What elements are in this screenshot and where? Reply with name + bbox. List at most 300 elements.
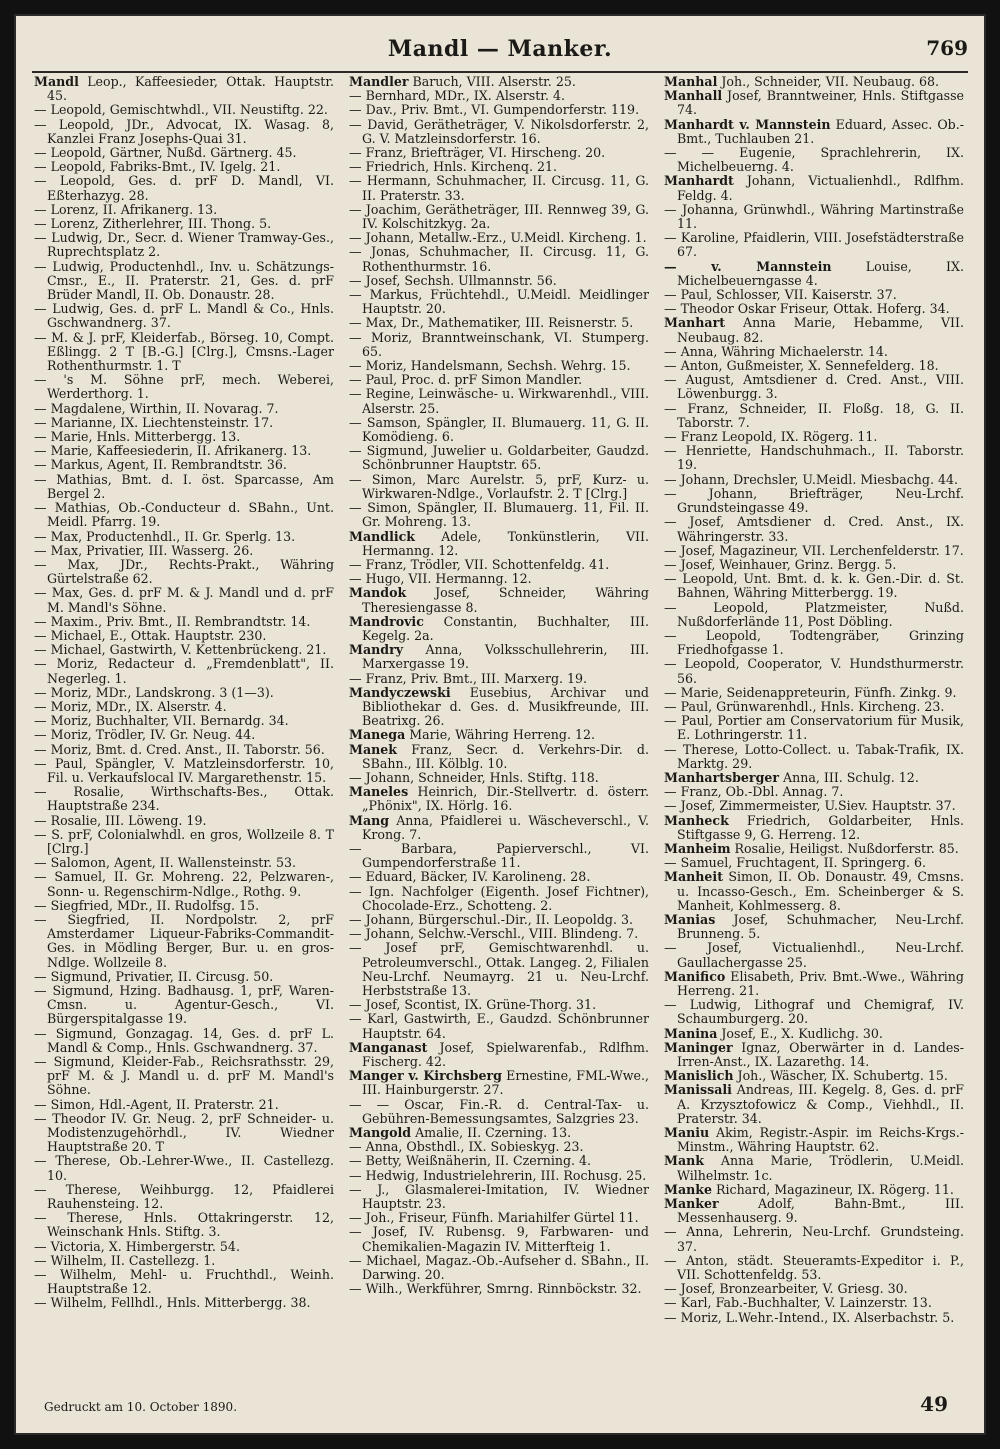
entry-text: — Leopold, Unt. Bmt. d. k. k. Gen.-Dir. d. St. Bahnen, Währing Mitterbergg. 19. xyxy=(664,571,964,601)
directory-entry xyxy=(349,160,649,174)
entry-text: Rosalie, Heiligst. Nußdorferstr. 85. xyxy=(730,840,959,856)
directory-entry xyxy=(664,799,964,813)
sheet-number: 49 xyxy=(920,1392,948,1416)
entry-text: — Leopold, Todtengräber, Grinzing Friedhofgasse 1. xyxy=(664,627,964,658)
entry-text: — Johann, Selchw.-Verschl., VIII. Blindeng. 7. xyxy=(349,926,639,942)
entry-text: — Marianne, IX. Liechtensteinstr. 17. xyxy=(34,414,274,430)
directory-entry xyxy=(349,174,649,202)
directory-entry xyxy=(34,700,334,714)
entry-surname: Mandler xyxy=(349,75,409,89)
entry-text: — Wilhelm, II. Castellezg. 1. xyxy=(34,1252,216,1268)
entry-text: — Josef, Zimmermeister, U.Siev. Hauptstr. 37. xyxy=(664,798,956,814)
entry-text: — Sigmund, Gonzagag. 14, Ges. d. prF L. Mandl & Comp., Hnls. Gschwandnerg. 37. xyxy=(34,1025,334,1055)
entry-text: Leop., Kaffeesieder, Ottak. Hauptstr. 45. xyxy=(47,75,334,104)
entry-text: — Johanna, Grünwhdl., Währing Martinstraße 11. xyxy=(664,201,964,232)
directory-entry xyxy=(34,870,334,898)
directory-entry xyxy=(34,728,334,742)
entry-text: — Mathias, Ob.-Conducteur d. SBahn., Unt. Meidl. Pfarrg. 19. xyxy=(34,500,334,530)
entry-text: — Moriz, Trödler, IV. Gr. Neug. 44. xyxy=(34,727,256,743)
entry-text: — Joachim, Gerätheträger, III. Rennweg 39, G. IV. Kolschitzkyg. 2a. xyxy=(349,201,649,232)
entry-surname: Manhardt v. Mannstein xyxy=(664,116,831,132)
directory-entry xyxy=(664,544,964,558)
entry-text: — Leopold, JDr., Advocat, IX. Wasag. 8, Kanzlei Franz Josephs-Quai 31. xyxy=(34,116,334,146)
directory-entry xyxy=(349,1183,649,1211)
entry-text: — Josef, Magazineur, VII. Lerchenfelderstr. 17. xyxy=(664,542,964,558)
entry-text: — Wilhelm, Mehl- u. Fruchthdl., Weinh. Hauptstraße 12. xyxy=(34,1267,334,1297)
directory-entry xyxy=(34,373,334,401)
directory-entry xyxy=(664,402,964,430)
directory-entry xyxy=(349,387,649,415)
entry-text: — Moriz, Branntweinschank, VI. Stumperg. 65. xyxy=(349,329,649,359)
directory-entry xyxy=(349,771,649,785)
directory-entry xyxy=(349,89,649,103)
entry-text: — Franz, Priv. Bmt., III. Marxerg. 19. xyxy=(349,670,588,686)
entry-surname: Mandlick xyxy=(349,528,416,544)
directory-entry xyxy=(349,118,649,146)
directory-entry xyxy=(664,430,964,444)
entry-text: — Josef, Bronzearbeiter, V. Griesg. 30. xyxy=(664,1281,908,1297)
entry-text: — Victoria, X. Himbergerstr. 54. xyxy=(34,1238,240,1254)
directory-entry xyxy=(664,771,964,785)
entry-text: — Simon, Hdl.-Agent, II. Praterstr. 21. xyxy=(34,1096,279,1112)
entry-text: — — Eugenie, Sprachlehrerin, IX. Michelbeuerng. 4. xyxy=(664,145,964,175)
entry-text: — Josef, Weinhauer, Grinz. Bergg. 5. xyxy=(664,556,897,572)
entry-surname: Manhardt xyxy=(664,173,734,189)
directory-entry xyxy=(349,586,649,614)
directory-entry xyxy=(349,686,649,729)
directory-entry xyxy=(664,1311,964,1325)
directory-entry xyxy=(349,558,649,572)
entry-text: — Michael, E., Ottak. Hauptstr. 230. xyxy=(34,627,267,643)
entry-text: Amalie, II. Czerning. 13. xyxy=(411,1125,572,1141)
directory-entry xyxy=(664,686,964,700)
directory-entry xyxy=(349,501,649,529)
entry-surname: Manhart xyxy=(664,315,726,331)
entry-text: — Moriz, Bmt. d. Cred. Anst., II. Taborstr. 56. xyxy=(34,741,325,757)
entry-text: — Rosalie, Wirthschafts-Bes., Ottak. Hauptstraße 234. xyxy=(34,784,334,814)
entry-surname: Maninger xyxy=(664,1039,733,1055)
directory-entry xyxy=(664,856,964,870)
directory-entry xyxy=(349,615,649,643)
entry-text: — Michael, Magaz.-Ob.-Aufseher d. SBahn., II. Darwing. 20. xyxy=(349,1252,649,1283)
entry-surname: Manger v. Kirchsberg xyxy=(349,1068,502,1084)
directory-entry xyxy=(664,174,964,202)
entry-text: Eduard, Assec. Ob.-Bmt., Tuchlauben 21. xyxy=(677,116,964,146)
entry-text: — Therese, Lotto-Collect. u. Tabak-Trafik, IX. Marktg. 29. xyxy=(664,741,964,771)
directory-entry xyxy=(664,231,964,259)
entry-surname: Manke xyxy=(664,1181,712,1197)
entry-text: — Moriz, Buchhalter, VII. Bernardg. 34. xyxy=(34,713,289,729)
directory-entry xyxy=(664,473,964,487)
entry-text: — Marie, Hnls. Mitterbergg. 13. xyxy=(34,429,241,445)
entry-text: Heinrich, Dir.-Stellvertr. d. österr. „Phönix", IX. Hörlg. 16. xyxy=(362,784,649,814)
entry-text: — Hermann, Schuhmacher, II. Circusg. 11, G. II. Praterstr. 33. xyxy=(349,173,649,203)
directory-entry xyxy=(664,743,964,771)
directory-entry xyxy=(34,473,334,501)
directory-entry xyxy=(349,274,649,288)
entry-surname: Manifico xyxy=(664,968,726,984)
entry-text: — Karl, Gastwirth, E., Gaudzd. Schönbrunner Hauptstr. 64. xyxy=(349,1011,649,1041)
entry-text: Marie, Währing Herreng. 12. xyxy=(405,727,595,743)
entry-text: — Marie, Kaffeesiederin, II. Afrikanerg. 13. xyxy=(34,443,312,459)
entry-text: — Paul, Proc. d. prF Simon Mandler. xyxy=(349,372,583,388)
directory-entry xyxy=(34,1211,334,1239)
entry-text: — Sigmund, Hzing. Badhausg. 1, prF, Waren-Cmsn. u. Agentur-Gesch., VI. Bürgerspitalgasse 19. xyxy=(34,983,334,1027)
entry-text: — Theodor Oskar Friseur, Ottak. Hoferg. 34. xyxy=(664,301,950,317)
entry-text: — Wilh., Werkführer, Smrng. Rinnböckstr. 32. xyxy=(349,1281,642,1297)
entry-text: Josef, Schneider, Währing Theresiengasse 8. xyxy=(362,585,649,615)
directory-entry xyxy=(349,1169,649,1183)
header-rule xyxy=(32,71,968,73)
directory-entry xyxy=(34,231,334,259)
directory-entry xyxy=(664,487,964,515)
directory-entry xyxy=(664,444,964,472)
entry-text: — Anton, städt. Steueramts-Expeditor i. P., VII. Schottenfeldg. 53. xyxy=(664,1252,964,1283)
directory-entry xyxy=(349,316,649,330)
entry-text: — Samuel, Fruchtagent, II. Springerg. 6. xyxy=(664,855,926,871)
entry-text: — Betty, Weißnäherin, II. Czerning. 4. xyxy=(349,1153,592,1169)
entry-text: — Maxim., Priv. Bmt., II. Rembrandtstr. 14. xyxy=(34,613,311,629)
entry-text: — Rosalie, III. Löweng. 19. xyxy=(34,812,207,828)
print-date: Gedruckt am 10. October 1890. xyxy=(44,1400,238,1414)
page-number: 769 xyxy=(926,36,968,60)
directory-entry xyxy=(34,856,334,870)
entry-text: — Moriz, MDr., IX. Alserstr. 4. xyxy=(34,698,227,714)
entry-text: — Anna, Währing Michaelerstr. 14. xyxy=(664,343,888,359)
directory-entry xyxy=(349,1098,649,1126)
entry-text: — Josef, Scontist, IX. Grüne-Thorg. 31. xyxy=(349,997,597,1013)
entry-text: — Johann, Briefträger, Neu-Lrchf. Grundsteingasse 49. xyxy=(664,485,964,516)
directory-entry xyxy=(34,75,334,103)
directory-entry xyxy=(349,785,649,813)
directory-entry xyxy=(664,1126,964,1154)
directory-entry xyxy=(349,1012,649,1040)
directory-entry xyxy=(349,998,649,1012)
directory-entry xyxy=(34,913,334,970)
entry-text: — Paul, Spängler, V. Matzleinsdorferstr. 10, Fil. u. Verkaufslocal IV. Margarethenstr. 15. xyxy=(34,755,334,785)
entry-text: — Samuel, II. Gr. Mohreng. 22, Pelzwaren-, Sonn- u. Regenschirm-Ndlge., Rothg. 9. xyxy=(34,869,334,899)
entry-text: Constantin, Buchhalter, III. Kegelg. 2a. xyxy=(362,613,649,643)
directory-entry xyxy=(664,515,964,543)
entry-text: — Moriz, L.Wehr.-Intend., IX. Alserbachstr. 5. xyxy=(664,1309,955,1325)
entry-surname: Manislich xyxy=(664,1068,734,1084)
entry-text: — Wilhelm, Fellhdl., Hnls. Mitterbergg. 38. xyxy=(34,1295,311,1311)
entry-text: — Barbara, Papierverschl., VI. Gumpendorferstraße 11. xyxy=(349,840,649,871)
directory-entry xyxy=(349,1140,649,1154)
directory-entry xyxy=(664,118,964,146)
directory-entry xyxy=(34,1296,334,1310)
entry-text: — Max, JDr., Rechts-Prakt., Währing Gürtelstraße 62. xyxy=(34,556,334,587)
entry-text: — Leopold, Fabriks-Bmt., IV. Igelg. 21. xyxy=(34,159,281,175)
directory-entry xyxy=(349,203,649,231)
directory-entry xyxy=(664,998,964,1026)
entry-text: — Anna, Obsthdl., IX. Sobieskyg. 23. xyxy=(349,1139,584,1155)
directory-entry xyxy=(34,615,334,629)
directory-entry xyxy=(664,814,964,842)
directory-entry xyxy=(349,103,649,117)
directory-entry xyxy=(349,643,649,671)
entry-text: — Joh., Friseur, Fünfh. Mariahilfer Gürtel 11. xyxy=(349,1210,639,1226)
directory-entry xyxy=(664,1225,964,1253)
directory-entry xyxy=(34,899,334,913)
directory-entry xyxy=(349,1069,649,1097)
directory-entry xyxy=(34,160,334,174)
directory-entry xyxy=(34,1098,334,1112)
directory-entry xyxy=(349,885,649,913)
entry-text: — Josef prF, Gemischtwarenhdl. u. Petroleumverschl., Ottak. Langeg. 2, Filialen Neu-Lrchf. Neumayrg. 21 u. Neu-Lrchf. Herbststraße 13. xyxy=(349,940,649,998)
directory-entry xyxy=(349,672,649,686)
directory-entry xyxy=(349,1154,649,1168)
entry-surname: Manheck xyxy=(664,812,729,828)
directory-entry xyxy=(34,331,334,374)
directory-entry xyxy=(349,359,649,373)
entry-text: — Max, Ges. d. prF M. & J. Mandl und d. prF M. Mandl's Söhne. xyxy=(34,585,334,615)
entry-text: — Karl, Fab.-Buchhalter, V. Lainzerstr. 13. xyxy=(664,1295,932,1311)
column-right xyxy=(664,75,964,1383)
directory-entry xyxy=(34,558,334,586)
directory-entry xyxy=(34,828,334,856)
directory-entry xyxy=(664,75,964,89)
directory-entry xyxy=(34,146,334,160)
directory-entry xyxy=(664,89,964,117)
entry-surname: Maniu xyxy=(664,1125,710,1141)
directory-entry xyxy=(664,870,964,913)
directory-entry xyxy=(664,359,964,373)
entry-text: Anna, Volksschullehrerin, III. Marxergasse 19. xyxy=(362,642,649,672)
entry-text: — Michael, Gastwirth, V. Kettenbrückeng. 21. xyxy=(34,642,327,658)
entry-text: — Johann, Schneider, Hnls. Stiftg. 118. xyxy=(349,769,599,785)
entry-text: Ernestine, FML-Wwe., III. Hainburgerstr. 27. xyxy=(362,1068,649,1098)
entry-text: — Josef, Victualienhdl., Neu-Lrchf. Gaullachergasse 25. xyxy=(664,940,964,970)
entry-surname: Manheim xyxy=(664,840,731,856)
entry-text: — Therese, Hnls. Ottakringerstr. 12, Weinschank Hnls. Stiftg. 3. xyxy=(34,1210,334,1240)
entry-text: — Lorenz, Zitherlehrer, III. Thong. 5. xyxy=(34,216,272,232)
entry-text: Akim, Registr.-Aspir. im Reichs-Krgs.-Minstm., Währing Hauptstr. 62. xyxy=(677,1125,964,1155)
entry-text: — Markus, Früchtehdl., U.Meidl. Meidlinger Hauptstr. 20. xyxy=(349,287,649,317)
directory-entry xyxy=(664,1069,964,1083)
directory-entry xyxy=(349,530,649,558)
directory-page xyxy=(14,14,986,1435)
directory-entry xyxy=(34,970,334,984)
directory-entry xyxy=(664,1083,964,1126)
directory-entry xyxy=(34,629,334,643)
directory-entry xyxy=(349,444,649,472)
directory-entry xyxy=(349,1211,649,1225)
entry-text: — Anna, Lehrerin, Neu-Lrchf. Grundsteing. 37. xyxy=(664,1224,964,1254)
page-header xyxy=(32,36,968,66)
entry-text: — Hugo, VII. Hermanng. 12. xyxy=(349,571,532,587)
entry-text: — Leopold, Gemischtwhdl., VII. Neustiftg. 22. xyxy=(34,102,328,118)
entry-text: — Paul, Portier am Conservatorium für Musik, E. Lothringerstr. 11. xyxy=(664,713,964,743)
entry-text: — Josef, Sechsh. Ullmannstr. 56. xyxy=(349,272,557,288)
directory-entry xyxy=(349,927,649,941)
directory-entry xyxy=(664,288,964,302)
entry-text: Eusebius, Archivar und Bibliothekar d. Ges. d. Musikfreunde, III. Beatrixg. 26. xyxy=(362,684,649,729)
directory-entry xyxy=(664,785,964,799)
entry-text: — Josef, IV. Rubensg. 9, Farbwaren- und Chemikalien-Magazin IV. Mitterfteig 1. xyxy=(349,1224,649,1254)
directory-entry xyxy=(664,558,964,572)
directory-entry xyxy=(664,629,964,657)
entry-text: — Anton, Gußmeister, X. Sennefelderg. 18. xyxy=(664,358,939,374)
entry-text: — Samson, Spängler, II. Blumauerg. 11, G. II. Komödieng. 6. xyxy=(349,414,649,445)
entry-text: Anna, Pfaidlerei u. Wäscheverschl., V. Krong. 7. xyxy=(362,812,649,842)
directory-entry xyxy=(664,373,964,401)
directory-entry xyxy=(349,331,649,359)
directory-entry xyxy=(664,941,964,969)
directory-entry xyxy=(34,174,334,202)
entry-text: Louise, IX. Michelbeuerngasse 4. xyxy=(677,258,964,288)
directory-entry xyxy=(349,1282,649,1296)
entry-text: — Franz, Briefträger, VI. Hirscheng. 20. xyxy=(349,145,606,161)
entry-text: — Leopold, Platzmeister, Nußd. Nußdorferlände 11, Post Döbling. xyxy=(664,599,964,629)
directory-entry xyxy=(664,657,964,685)
directory-entry xyxy=(34,444,334,458)
entry-surname: Mank xyxy=(664,1153,704,1169)
directory-entry xyxy=(349,870,649,884)
entry-text: — Franz, Trödler, VII. Schottenfeldg. 41. xyxy=(349,556,610,572)
directory-entry xyxy=(34,757,334,785)
entry-surname: Manias xyxy=(664,911,716,927)
entry-surname: Manega xyxy=(349,727,406,743)
entry-text: Joh., Schneider, VII. Neubaug. 68. xyxy=(717,75,940,89)
entry-text: — Siegfried, II. Nordpolstr. 2, prF Amsterdamer Liqueur-Fabriks-Commandit-Ges. in Mödling Berger, Bur. u. en gros-Ndlge. Wollzeile 8. xyxy=(34,911,334,970)
entry-surname: Manek xyxy=(349,741,397,757)
entry-text: — Eduard, Bäcker, IV. Karolineng. 28. xyxy=(349,869,591,885)
page-footer xyxy=(44,1392,956,1422)
directory-entry xyxy=(34,217,334,231)
entry-text: — Siegfried, MDr., II. Rudolfsg. 15. xyxy=(34,897,260,913)
directory-entry xyxy=(34,1268,334,1296)
directory-entry xyxy=(664,345,964,359)
directory-entry xyxy=(349,146,649,160)
entry-text: — Johann, Drechsler, U.Meidl. Miesbachg. 44. xyxy=(664,471,958,487)
entry-surname: Mandrovic xyxy=(349,613,424,629)
entry-text: Franz, Secr. d. Verkehrs-Dir. d. SBahn., III. Kölblg. 10. xyxy=(362,741,649,771)
directory-entry xyxy=(664,1041,964,1069)
entry-text: — Therese, Ob.-Lehrer-Wwe., II. Castellezg. 10. xyxy=(34,1153,334,1183)
entry-text: Anna Marie, Trödlerin, U.Meidl. Wilhelmstr. 1c. xyxy=(677,1153,964,1183)
entry-text: — Josef, Amtsdiener d. Cred. Anst., IX. Währingerstr. 33. xyxy=(664,514,964,544)
directory-entry xyxy=(664,1183,964,1197)
entry-text: Josef, Schuhmacher, Neu-Lrchf. Brunneng. 5. xyxy=(677,911,964,942)
entry-text: — Lorenz, II. Afrikanerg. 13. xyxy=(34,201,218,217)
entry-text: — Karoline, Pfaidlerin, VIII. Josefstädterstraße 67. xyxy=(664,230,964,260)
entry-surname: Manhal xyxy=(664,75,718,89)
directory-entry xyxy=(349,1041,649,1069)
entry-text: — Jonas, Schuhmacher, II. Circusg. 11, G. Rothenthurmstr. 16. xyxy=(349,244,649,274)
entry-surname: Mandry xyxy=(349,642,404,658)
entry-surname: Manhall xyxy=(664,88,723,104)
directory-entry xyxy=(664,1154,964,1182)
entry-text: — Henriette, Handschuhmach., II. Taborstr. 19. xyxy=(664,443,964,473)
entry-text: — Magdalene, Wirthin, II. Novarag. 7. xyxy=(34,400,279,416)
directory-entry xyxy=(349,728,649,742)
directory-entry xyxy=(664,1027,964,1041)
directory-entry xyxy=(349,473,649,501)
entry-text: Friedrich, Goldarbeiter, Hnls. Stiftgasse 9, G. Herreng. 12. xyxy=(677,812,964,842)
entry-text: — Friedrich, Hnls. Kirchenq. 21. xyxy=(349,159,557,175)
entry-text: Josef, Branntweiner, Hnls. Stiftgasse 74. xyxy=(677,88,964,118)
directory-entry xyxy=(34,984,334,1027)
entry-surname: — v. Mannstein xyxy=(664,258,832,274)
entry-text: Josef, Spielwarenfab., Rdlfhm. Fischerg. 42. xyxy=(362,1039,649,1070)
entry-text: — S. prF, Colonialwhdl. en gros, Wollzeile 8. T [Clrg.] xyxy=(34,826,334,856)
entry-surname: Manhartsberger xyxy=(664,769,780,785)
directory-entry xyxy=(34,1027,334,1055)
entry-surname: Mandok xyxy=(349,585,407,601)
entry-text: Johann, Victualienhdl., Rdlfhm. Feldg. 4. xyxy=(677,173,964,203)
directory-entry xyxy=(34,1183,334,1211)
directory-entry xyxy=(349,416,649,444)
entry-text: Simon, II. Ob. Donaustr. 49, Cmsns. u. Incasso-Gesch., Em. Scheinberger & S. Manheit, Kohlmesserg. 8. xyxy=(677,869,964,913)
directory-entry xyxy=(349,913,649,927)
entry-text: — Max, Productenhdl., II. Gr. Sperlg. 13. xyxy=(34,528,296,544)
entry-text: — Mathias, Bmt. d. I. öst. Sparcasse, Am Bergel 2. xyxy=(34,471,334,501)
directory-entry xyxy=(34,501,334,529)
directory-entry xyxy=(664,700,964,714)
entry-text: — Paul, Schlosser, VII. Kaiserstr. 37. xyxy=(664,287,897,303)
entry-text: — Ign. Nachfolger (Eigenth. Josef Fichtner), Chocolade-Erz., Schotteng. 2. xyxy=(349,883,649,913)
directory-entry xyxy=(34,203,334,217)
entry-text: — Ludwig, Ges. d. prF L. Mandl & Co., Hnls. Gschwandnerg. 37. xyxy=(34,301,334,331)
directory-entry xyxy=(34,1154,334,1182)
directory-entry xyxy=(34,402,334,416)
entry-text: — David, Gerätheträger, V. Nikolsdorferstr. 2, G. V. Matzleinsdorferstr. 16. xyxy=(349,116,649,146)
entry-text: — Sigmund, Juwelier u. Goldarbeiter, Gaudzd. Schönbrunner Hauptstr. 65. xyxy=(349,443,649,473)
entry-text: Adele, Tonkünstlerin, VII. Hermanng. 12. xyxy=(362,528,649,558)
entry-surname: Manker xyxy=(664,1196,719,1212)
column-left xyxy=(34,75,334,1383)
directory-entry xyxy=(349,941,649,998)
directory-entry xyxy=(664,1254,964,1282)
entry-text: — Regine, Leinwäsche- u. Wirkwarenhdl., VIII. Alserstr. 25. xyxy=(349,386,649,416)
entry-text: — Johann, Metallw.-Erz., U.Meidl. Kircheng. 1. xyxy=(349,230,647,246)
directory-entry xyxy=(34,686,334,700)
entry-text: — Therese, Weihburgg. 12, Pfaidlerei Rauhensteing. 12. xyxy=(34,1181,334,1212)
directory-entry xyxy=(349,231,649,245)
entry-text: — Sigmund, Kleider-Fab., Reichsrathsstr. 29, prF M. & J. Mandl u. d. prF M. Mandl's Söhne. xyxy=(34,1054,334,1098)
entry-text: — Theodor IV. Gr. Neug. 2, prF Schneider- u. Modistenzugehörhdl., IV. Wiedner Hauptstraße 20. T xyxy=(34,1110,334,1155)
entry-text: — Ludwig, Lithograf und Chemigraf, IV. Schaumburgerg. 20. xyxy=(664,997,964,1027)
entry-text: Josef, E., X. Kudlichg. 30. xyxy=(717,1025,883,1041)
directory-entry xyxy=(34,430,334,444)
entry-surname: Manheit xyxy=(664,869,724,885)
directory-entry xyxy=(34,586,334,614)
directory-entry xyxy=(349,842,649,870)
entry-text: — Dav., Priv. Bmt., VI. Gumpendorferstr. 119. xyxy=(349,102,640,118)
entry-text: — 's M. Söhne prF, mech. Weberei, Werderthorg. 1. xyxy=(34,372,334,402)
directory-entry xyxy=(34,785,334,813)
directory-entry xyxy=(664,316,964,344)
entry-text: — Leopold, Gärtner, Nußd. Gärtnerg. 45. xyxy=(34,145,297,161)
directory-entry xyxy=(664,1197,964,1225)
entry-text: — Moriz, Redacteur d. „Fremdenblatt", II. Negerleg. 1. xyxy=(34,656,334,686)
entry-text: — Johann, Bürgerschul.-Dir., II. Leopoldg. 3. xyxy=(349,911,633,927)
entry-text: Anna, III. Schulg. 12. xyxy=(779,769,919,785)
entry-surname: Mang xyxy=(349,812,390,828)
entry-text: — Max, Dr., Mathematiker, III. Reisnerstr. 5. xyxy=(349,315,634,331)
entry-columns xyxy=(34,75,964,1383)
directory-entry xyxy=(664,842,964,856)
entry-surname: Mandl xyxy=(34,75,79,89)
entry-text: — Franz Leopold, IX. Rögerg. 11. xyxy=(664,429,878,445)
entry-text: — Marie, Seidenappreteurin, Fünfh. Zinkg. 9. xyxy=(664,684,957,700)
entry-text: — August, Amtsdiener d. Cred. Anst., VIII. Löwenburgg. 3. xyxy=(664,372,964,402)
entry-text: Adolf, Bahn-Bmt., III. Messenhauserg. 9. xyxy=(677,1196,964,1226)
entry-text: — M. & J. prF, Kleiderfab., Börseg. 10, Compt. Eßlingg. 2 T [B.-G.] [Clrg.], Cmsns.-Lager Rothenthurmstr. 1. T xyxy=(34,329,334,374)
directory-entry xyxy=(34,1112,334,1155)
directory-entry xyxy=(34,1055,334,1098)
